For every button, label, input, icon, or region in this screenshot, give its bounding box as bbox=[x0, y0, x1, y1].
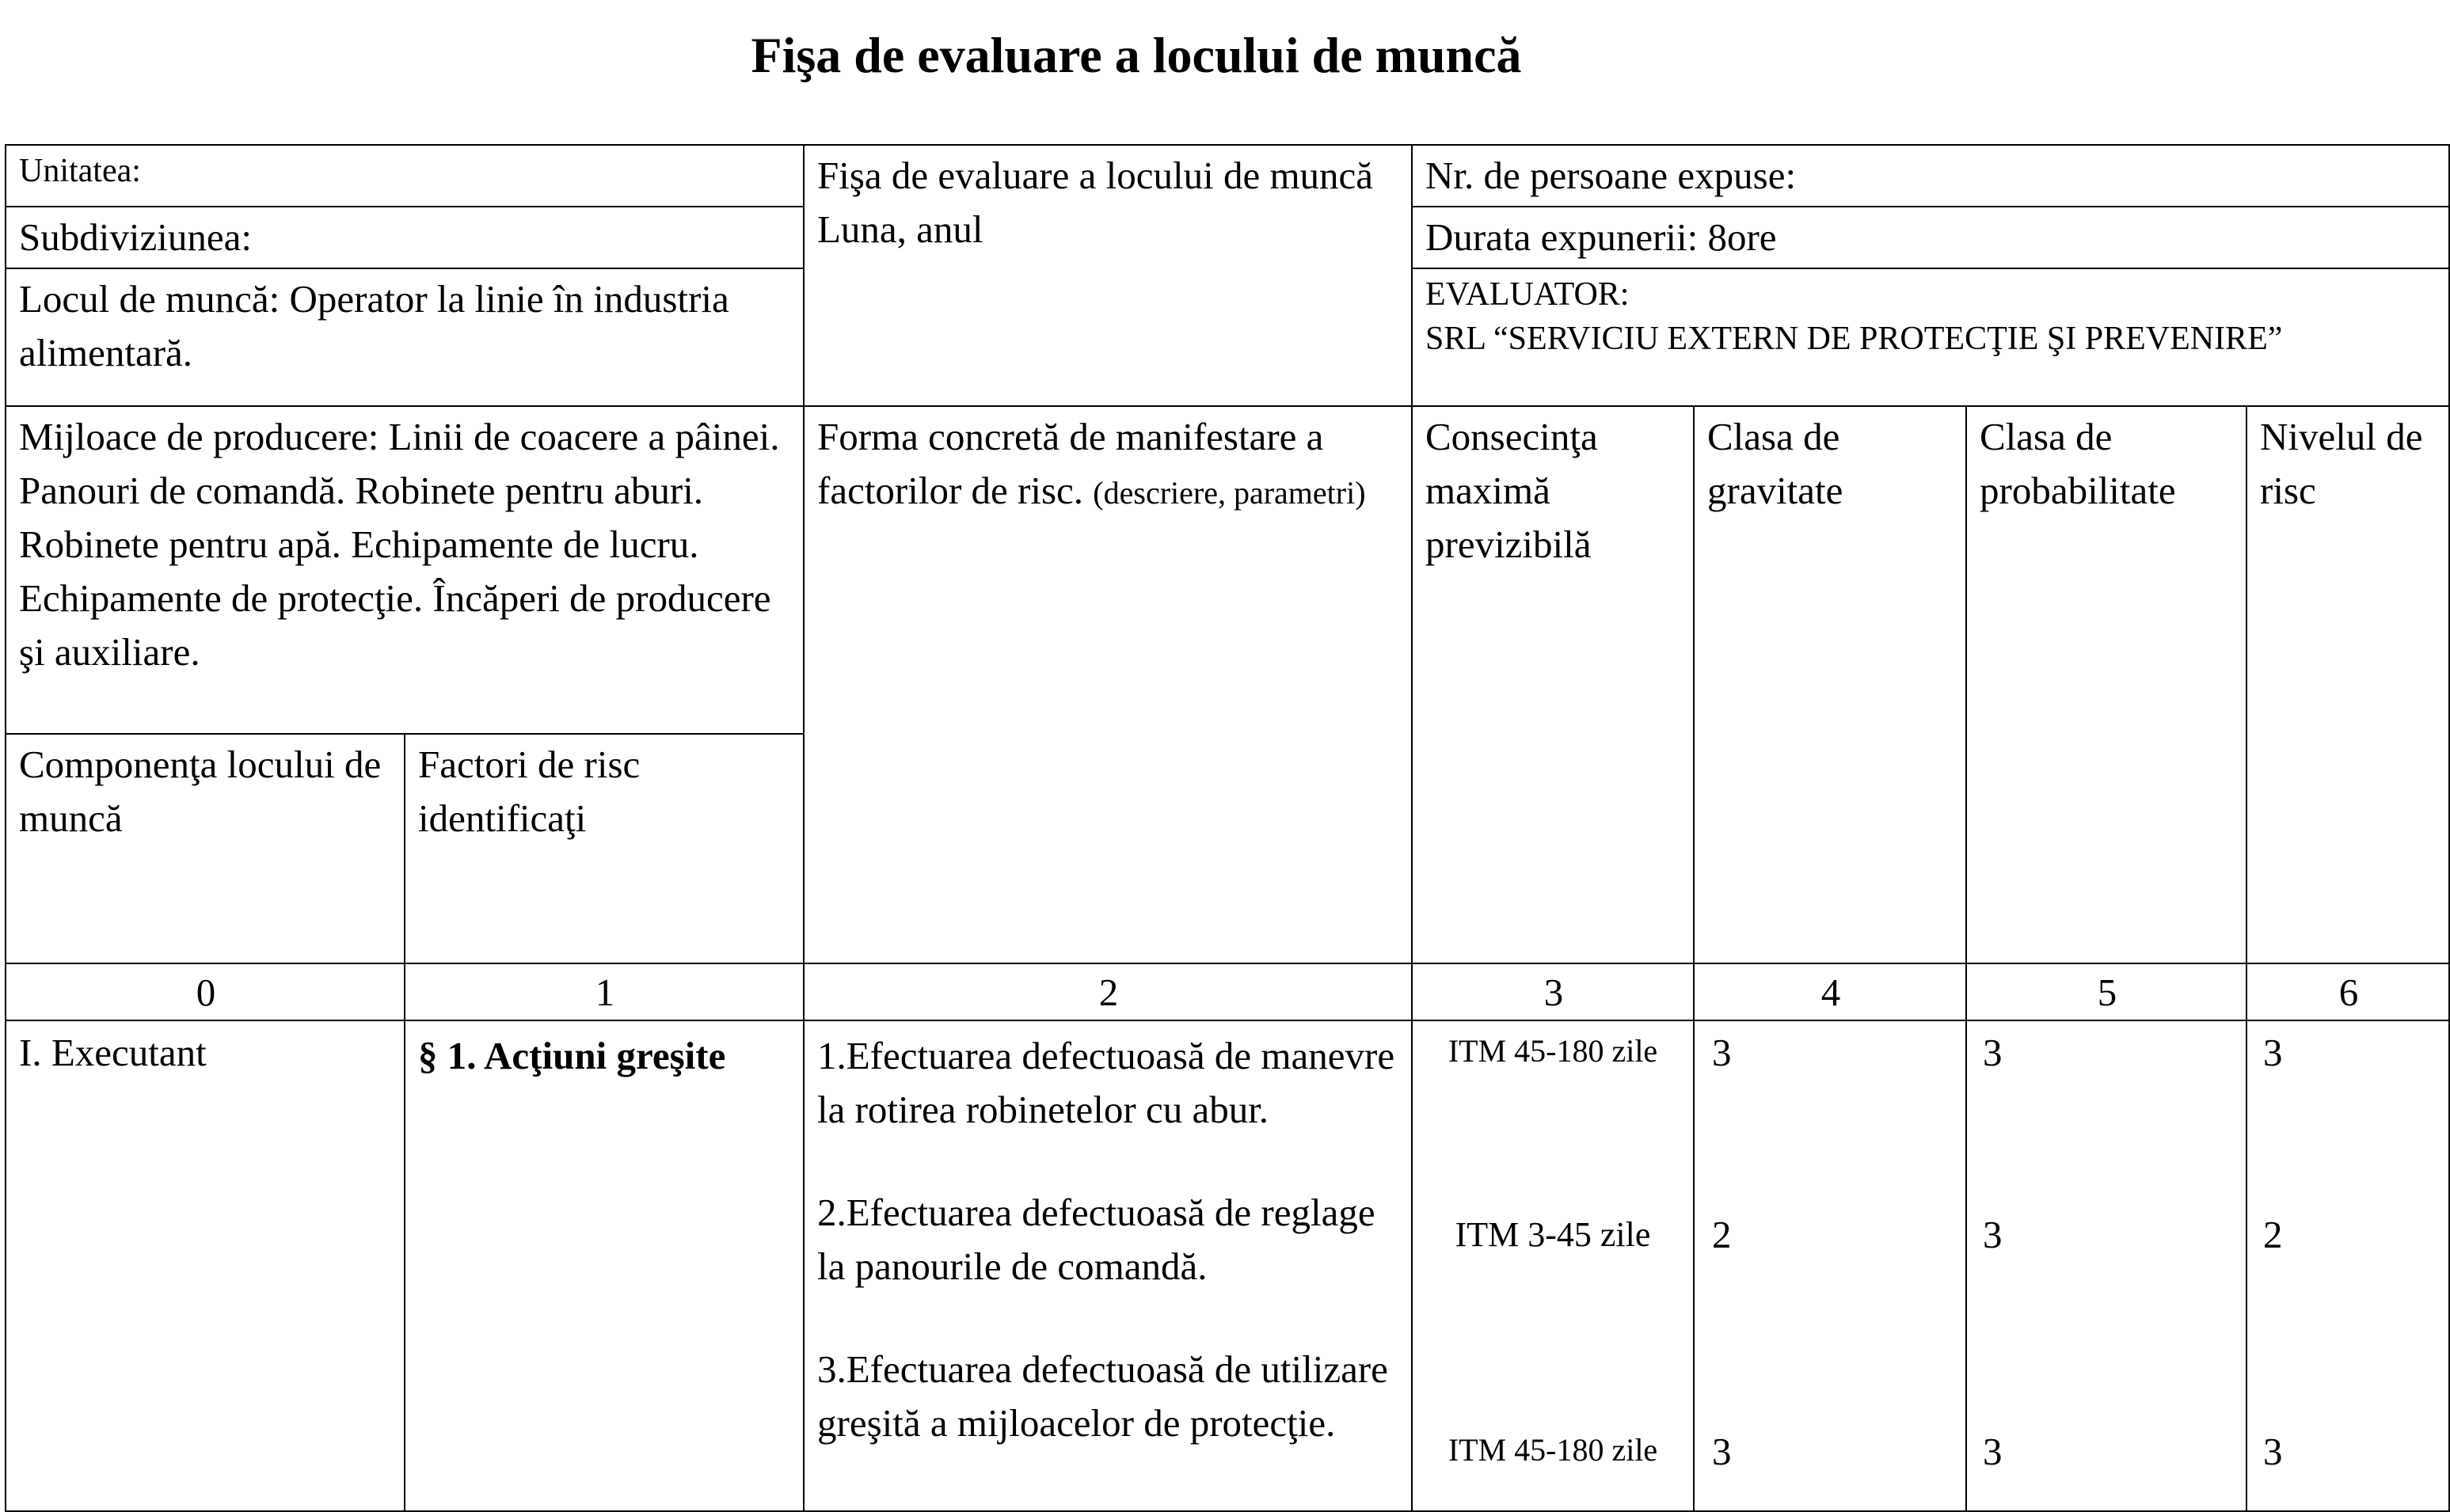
consecinta-label: Consecinţa maximă previzibilă bbox=[1425, 415, 1598, 566]
fisa-title: Fişa de evaluare a locului de muncă bbox=[817, 154, 1374, 197]
consecinta-header bbox=[1412, 406, 1694, 963]
gravitate-header bbox=[1694, 406, 1966, 963]
column-number: 1 bbox=[405, 963, 804, 1020]
consequence-value: ITM 45-180 zile bbox=[1448, 1432, 1658, 1468]
column-number: 2 bbox=[804, 963, 1412, 1020]
gravity-value: 3 bbox=[1712, 1031, 1732, 1074]
probability-value: 3 bbox=[1983, 1430, 2003, 1473]
gravity-value: 2 bbox=[1712, 1213, 1732, 1256]
nivel-label: Nivelul de risc bbox=[2260, 415, 2423, 512]
risk-level-value: 3 bbox=[2263, 1430, 2283, 1473]
component-cell bbox=[6, 1020, 405, 1511]
factor-cell bbox=[405, 1020, 804, 1511]
probabilitate-label: Clasa de probabilitate bbox=[1980, 415, 2176, 512]
gravitate-label: Clasa de gravitate bbox=[1707, 415, 1843, 512]
risk-level-value: 2 bbox=[2263, 1213, 2283, 1256]
column-number: 3 bbox=[1412, 963, 1694, 1020]
durata-cell bbox=[1412, 207, 2449, 268]
mijloace-cell bbox=[6, 406, 804, 734]
consequence-value: ITM 45-180 zile bbox=[1448, 1033, 1658, 1069]
evaluator-cell bbox=[1412, 268, 2449, 406]
gravity-cell bbox=[1694, 1020, 1966, 1511]
unitatea-label: Unitatea: bbox=[19, 153, 141, 189]
description-cell bbox=[804, 1020, 1412, 1511]
component-label: I. Executant bbox=[19, 1031, 207, 1074]
luna-anul: Luna, anul bbox=[817, 207, 983, 251]
probability-cell bbox=[1966, 1020, 2246, 1511]
document-title: Fişa de evaluare a locului de muncă bbox=[751, 27, 1522, 83]
subdiviziunea-label: Subdiviziunea: bbox=[19, 215, 252, 259]
risk-description: 3.Efectuarea defectuoasă de utilizare greşită a mijloacelor de protecţie. bbox=[817, 1347, 1388, 1445]
factor-label: § 1. Acţiuni greşite bbox=[418, 1034, 726, 1077]
componenta-header bbox=[6, 734, 405, 963]
column-number: 5 bbox=[1966, 963, 2246, 1020]
risk-level-value: 3 bbox=[2263, 1031, 2283, 1074]
evaluator-label: EVALUATOR: bbox=[1425, 276, 1630, 313]
risk-level-cell bbox=[2246, 1020, 2449, 1511]
probability-value: 3 bbox=[1983, 1213, 2003, 1256]
factori-label: Factori de risc identificaţi bbox=[418, 743, 641, 840]
nivel-header bbox=[2246, 406, 2449, 963]
mijloace-text: Mijloace de producere: Linii de coacere a pâinei. Panouri de comandă. Robinete pentru aburi. Robinete pentru apă. Echipamente de lucru. Echipamente de protecţie. Încăperi de producere şi auxiliare. bbox=[19, 415, 780, 674]
locul-de-munca-cell bbox=[6, 268, 804, 406]
locul-de-munca-label: Locul de muncă: Operator la linie în industria alimentară. bbox=[19, 277, 729, 374]
column-number: 0 bbox=[6, 963, 405, 1020]
durata-label: Durata expunerii: 8ore bbox=[1425, 215, 1777, 259]
consequence-cell bbox=[1412, 1020, 1694, 1511]
evaluator-name: SRL “SERVICIU EXTERN DE PROTECŢIE ŞI PREVENIRE” bbox=[1425, 321, 2283, 357]
risk-description: 1.Efectuarea defectuoasă de manevre la rotirea robinetelor cu abur. bbox=[817, 1034, 1395, 1131]
consequence-value: ITM 3-45 zile bbox=[1455, 1215, 1651, 1254]
evaluation-form-table bbox=[5, 144, 2450, 1512]
probability-value: 3 bbox=[1983, 1031, 2003, 1074]
column-number: 6 bbox=[2246, 963, 2449, 1020]
forma-header bbox=[804, 406, 1412, 963]
column-number: 4 bbox=[1694, 963, 1966, 1020]
subdiviziunea-cell bbox=[6, 207, 804, 268]
forma-sub: (descriere, parametri) bbox=[1093, 475, 1366, 511]
componenta-label: Componenţa locului de muncă bbox=[19, 743, 382, 840]
unitatea-cell bbox=[6, 145, 804, 207]
factori-header bbox=[405, 734, 804, 963]
nr-persoane-cell bbox=[1412, 145, 2449, 207]
fisa-cell bbox=[804, 145, 1412, 406]
risk-description: 2.Efectuarea defectuoasă de reglage la panourile de comandă. bbox=[817, 1191, 1375, 1288]
forma-main: Forma concretă de manifestare a factorilor de risc. bbox=[817, 415, 1324, 512]
nr-persoane-label: Nr. de persoane expuse: bbox=[1425, 154, 1797, 197]
probabilitate-header bbox=[1966, 406, 2246, 963]
gravity-value: 3 bbox=[1712, 1430, 1732, 1473]
table-row bbox=[6, 1020, 2449, 1511]
